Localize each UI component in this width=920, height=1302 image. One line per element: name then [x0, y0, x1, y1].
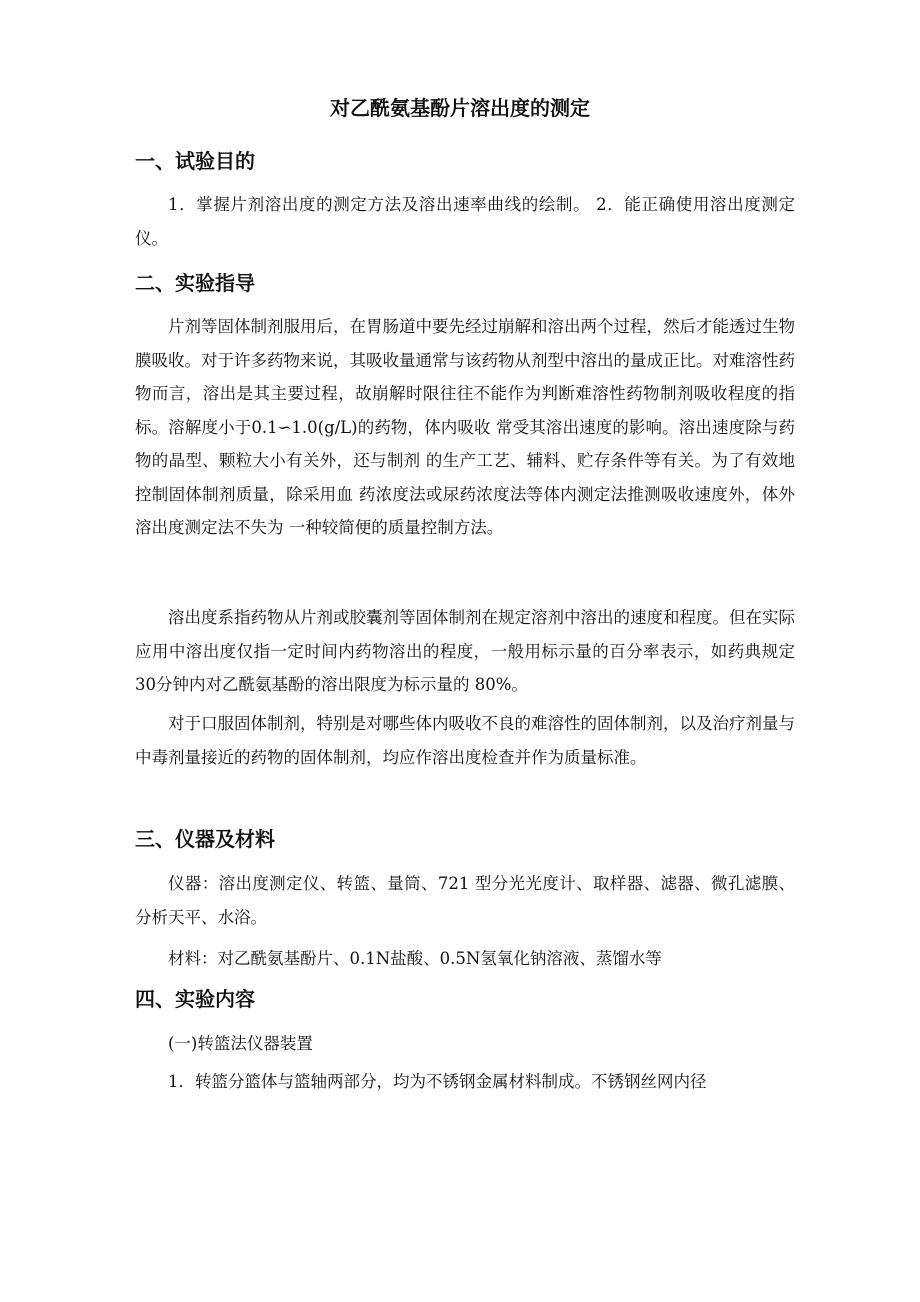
section-heading-instruments: 三、仪器及材料 [135, 827, 275, 851]
section-heading-objective: 一、试验目的 [135, 149, 255, 173]
document-title: 对乙酰氨基酚片溶出度的测定 [330, 96, 590, 120]
section-heading-guidance: 二、实验指导 [135, 271, 255, 295]
content-paragraph-1: 1．转篮分篮体与篮轴两部分，均为不锈钢金属材料制成。不锈钢丝网内径 [168, 1072, 707, 1091]
section-heading-content: 四、实验内容 [135, 987, 255, 1011]
materials-paragraph: 材料：对乙酰氨基酚片、0.1N盐酸、0.5N氢氧化钠溶液、蒸馏水等 [168, 949, 662, 968]
guidance-paragraph-2: 溶出度系指药物从片剂或胶囊剂等固体制剂在规定溶剂中溶出的速度和程度。但在实际应用中溶出度仅指一定时间内药物溶出的程度，一般用标示量的百分率表示，如药典规定30分钟内对乙酰氨基酚的溶出限度为标示量的 80%。 [135, 608, 795, 694]
guidance-paragraph-1: 片剂等固体制剂服用后，在胃肠道中要先经过崩解和溶出两个过程，然后才能透过生物膜吸收。对于许多药物来说，其吸收量通常与该药物从剂型中溶出的量成正比。对难溶性药物而言，溶出是其主要过程，故崩解时限往往不能作为判断难溶性药物制剂吸收程度的指标。溶解度小于0.1∽1.0(g/L)的药物，体内吸收 常受其溶出速度的影响。溶出速度除与药物的晶型、颗粒大小有关外，还与制剂 的生产工艺、辅料、贮存条件等有关。为了有效地控制固体制剂质量，除采用血 药浓度法或尿药浓度法等体内测定法推测吸收速度外，体外溶出度测定法不失为 一种较简便的质量控制方法。 [135, 317, 795, 537]
guidance-paragraph-3: 对于口服固体制剂，特别是对哪些体内吸收不良的难溶性的固体制剂，以及治疗剂量与中毒剂量接近的药物的固体制剂，均应作溶出度检查并作为质量标准。 [135, 714, 795, 767]
instruments-paragraph: 仪器：溶出度测定仪、转篮、量筒、721 型分光光度计、取样器、滤器、微孔滤膜、分析天平、水浴。 [135, 874, 795, 927]
objective-paragraph: 1．掌握片剂溶出度的测定方法及溶出速率曲线的绘制。 2．能正确使用溶出度测定仪。 [135, 195, 795, 248]
subsection-basket-method: (一)转篮法仪器装置 [168, 1034, 313, 1053]
